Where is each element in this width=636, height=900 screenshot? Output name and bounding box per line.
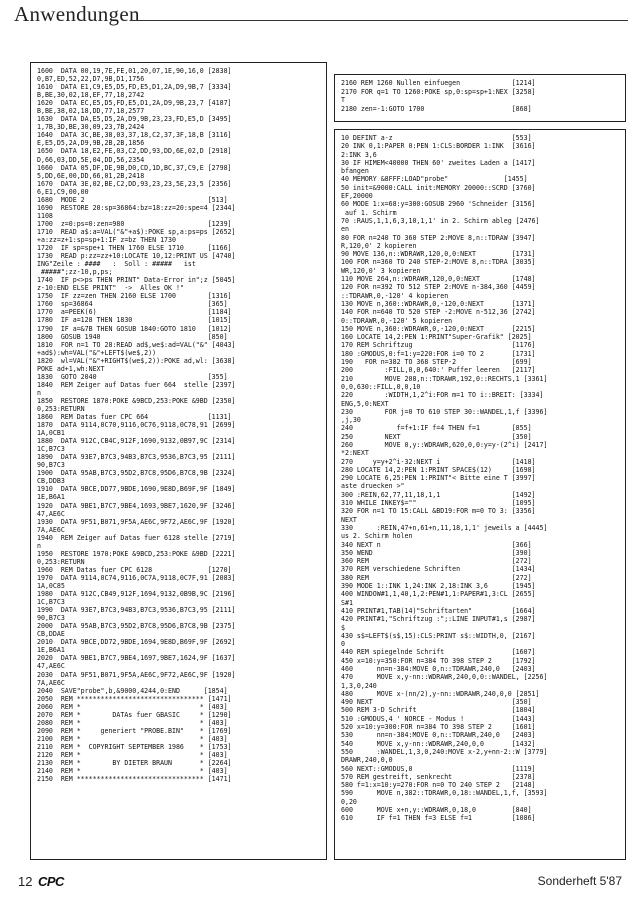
code-line: 530 nn=n-384:MOVE 0,n::TDRAWR,240,0 [2403]	[341, 731, 536, 740]
code-line: 570 REM gestreift, senkrecht [2378]	[341, 772, 536, 781]
code-line: 1630 DATA DA,E5,D5,2A,D9,9B,23,23,FD,E5,D [3495]	[37, 115, 232, 124]
code-line: 1680 MODE 2 [513]	[37, 195, 228, 204]
code-line: 2170 FOR q=1 TO 1260:POKE sp,0:sp=sp+1:NEX [3258]	[341, 87, 536, 96]
code-line: 1920 DATA 9BE1,B7C7,9BE4,1693,9BE7,1620,9F [3246]	[37, 501, 236, 510]
code-line: 1840 REM Zeiger auf Datas fuer 664 stelle [2397]	[37, 380, 236, 389]
code-line: 6,E1,C9,00,00	[37, 187, 89, 196]
code-line: 1970 DATA 9114,0C74,9116,0C7A,9118,0C7F,91 [2083]	[37, 573, 236, 582]
code-line: 1670 DATA 3E,02,BE,C2,DD,93,23,23,5E,23,5 [2356]	[37, 179, 232, 188]
code-line: 2050 REM ******************************** [1471]	[37, 694, 232, 703]
code-line: 1720 IF sp=spe+1 THEN 1760 ELSE 1710 [1166]	[37, 244, 232, 253]
code-line: E,E5,D5,2A,D9,9B,2B,2B,1856	[37, 139, 145, 148]
code-line: 2090 REM * generiert "PROBE.BIN" * [1769]	[37, 726, 232, 735]
code-line: 1A,0CB1	[37, 429, 65, 438]
code-line: B,BE,30,02,18,EF,77,18,2742	[37, 91, 145, 100]
code-line: 280 LOCATE 14,2:PEN 1:PRINT SPACE$(12) [1698]	[341, 465, 536, 474]
code-line: WR,120,0' 3 kopieren	[341, 266, 421, 275]
code-line: 30 IF HIMEM<40000 THEN 60' zweites Laden a [1417]	[341, 158, 536, 167]
code-line: 90,B7C3	[37, 461, 65, 470]
code-line: 1650 DATA 18,E2,FE,03,C2,DD,93,DD,6E,02,D [2918]	[37, 147, 232, 156]
code-line: 440 REM spiegelnde Schrift [1607]	[341, 648, 536, 657]
code-line: 470 MOVE x,y-nn::WDRAWR,240,0,0::WANDEL, [2256]	[341, 673, 548, 682]
code-line: +ad$):wh=VAL("&"+LEFT$(we$,2))	[37, 348, 157, 357]
code-line: 360 REM [272]	[341, 557, 532, 566]
code-line: 430 s$=LEFT$(s$,15):CLS:PRINT s$::WIDTH,0, [2167]	[341, 631, 536, 640]
code-line: 47,AE6C	[37, 662, 65, 671]
code-line: 1870 DATA 9114,0C70,9116,0C76,9118,0C78,91 [2699]	[37, 421, 236, 430]
code-line: us 2. Schirm holen	[341, 532, 413, 541]
code-line: S#1	[341, 598, 353, 607]
code-line: 1900 DATA 95AB,B7C3,95D2,B7C8,95D6,B7C8,9B [2324]	[37, 469, 236, 478]
code-line: +a:zz=z+1:sp=sp+1:IF z=bz THEN 1730	[37, 235, 176, 244]
code-line: auf 1. Schirm	[341, 208, 397, 217]
listing-box-right-main	[334, 129, 626, 860]
code-line: 1950 RESTORE 1970:POKE &9BCD,253:POKE &9BD [2221]	[37, 549, 236, 558]
code-line: 340 NEXT n [366]	[341, 540, 532, 549]
code-line: 5,DD,6E,00,DD,66,01,2B,2418	[37, 171, 145, 180]
code-line: 0,B7,ED,52,22,D7,9B,D1,1756	[37, 75, 145, 84]
code-line: 80 FOR n=240 TO 360 STEP 2:MOVE 8,n::TDRAW [3947]	[341, 233, 536, 242]
code-line: 1980 DATA 912C,CB49,912F,1694,9132,0B9B,9C [2196]	[37, 590, 236, 599]
code-line: 230 FOR j=0 TO 610 STEP 30::WANDEL,1,f [3396]	[341, 407, 548, 416]
code-line: 500 REM 3-D Schrift [1804]	[341, 706, 536, 715]
code-line: 1990 DATA 93E7,B7C3,94B3,B7C3,9536,B7C3,95 [2111]	[37, 606, 236, 615]
code-line: 40 MEMORY &8FFF:LOAD"probe" [1455]	[341, 175, 528, 184]
code-line: 600 MOVE x+n,y::WDRAWR,0,18,0 [840]	[341, 806, 532, 815]
code-line: 250 NEXT [350]	[341, 432, 532, 441]
code-line: 120 FOR n=392 TO 512 STEP 2:MOVE n-384,360 [4459]	[341, 283, 536, 292]
code-line: 460 nn=n-384:MOVE 0,n::TDRAWR,240,0 [2403]	[341, 665, 536, 673]
code-line: 520 x=10:y=300:FOR n=384 TO 398 STEP 2 [1601]	[341, 723, 536, 732]
code-line: 320 FOR n=1 TO 15:CALL &BD19:FOR m=0 TO 3: [3356]	[341, 507, 536, 516]
code-line: ,j,30	[341, 416, 361, 425]
code-line: 400 WINDOW#1,1,40,1,2:PEN#1,1:PAPER#1,3:CL [2655]	[341, 590, 536, 599]
code-line: 1860 REM Datas fuer CPC 664 [1131]	[37, 413, 232, 422]
code-line: *2:NEXT	[341, 449, 369, 458]
code-line: T	[341, 96, 345, 105]
code-line: 610 IF f=1 THEN f=3 ELSE f=1 [1086]	[341, 814, 536, 823]
code-line: 190 FOR n=382 TO 368 STEP-2 [699]	[341, 358, 532, 367]
code-line: ING"Zeile : #### : Soll : ##### ist	[37, 260, 196, 269]
code-line: 2140 REM * * [403]	[37, 767, 228, 776]
code-line: n	[37, 388, 41, 397]
code-line: 140 FOR n=640 TO 520 STEP -2:MOVE n-512,36 [2742]	[341, 308, 536, 317]
magazine-logo: CPC	[38, 874, 64, 889]
section-title: Anwendungen	[14, 2, 140, 26]
code-line: 1830 GOTO 2040 [355]	[37, 372, 228, 381]
code-line: aste druecken >"	[341, 482, 405, 491]
code-line: 1600 DATA 00,19,7E,FE,01,20,07,1E,90,16,0 [2838]	[37, 67, 232, 75]
code-line: 0	[341, 640, 345, 649]
code-line: 10 DEFINT a-z [553]	[341, 134, 532, 142]
code-line: EF,20000	[341, 192, 373, 201]
code-line: 70 :RAUS,1,1,6,3,10,1,1' in 2. Schirm ableg [2476]	[341, 216, 540, 225]
code-line: 1A,0C85	[37, 582, 65, 590]
code-line: 550 :WANDEL,1,3,0,240:MOVE x-2,y+nn-2::W [3779]	[341, 747, 548, 756]
code-line: 240 f=f+1:IF f=4 THEN f=1 [855]	[341, 424, 532, 433]
code-line: NEXT	[341, 515, 357, 524]
code-line: 90,B7C3	[37, 614, 65, 623]
code-line: en	[341, 225, 349, 234]
code-line: 2040 SAVE"probe",b,&9000,4244,0:END [1854]	[37, 686, 228, 695]
code-line: 1790 IF a=&7B THEN GOSUB 1840:GOTO 1810 [1012]	[37, 324, 232, 333]
code-line: 1930 DATA 9F51,B071,9F5A,AE6C,9F72,AE6C,9F [1920]	[37, 517, 236, 526]
code-line: 390 MODE 1::INK 1,24:INK 2,18:INK 3,6 [1945]	[341, 582, 536, 591]
code-line: 1660 DATA 05,DF,DE,9B,D0,CD,1D,BC,37,C9,E [2798]	[37, 163, 232, 172]
code-line: 2120 REM * * [403]	[37, 750, 228, 759]
code-line: 50 init=&9000:CALL init:MEMORY 20000::SCRD [3760]	[341, 183, 536, 192]
code-line: 1960 REM Datas fuer CPC 6128 [1270]	[37, 565, 232, 574]
code-line: 1810 FOR n=1 TO 28:READ ad$,we$:ad=VAL("&" [4043]	[37, 340, 236, 349]
code-line: 1E,B6A1	[37, 646, 65, 655]
code-line: 1C,B7C3	[37, 598, 65, 607]
issue-label: Sonderheft 5'87	[537, 874, 622, 888]
code-line: 420 PRINT#1,"Schriftzug :";:LINE INPUT#1,s [2987]	[341, 615, 536, 624]
code-line: z-10:END ELSE PRINT" -> Alles OK !"	[37, 284, 184, 293]
code-line: 1800 GOSUB 1940 [850]	[37, 332, 228, 341]
code-line: CB,DDAE	[37, 630, 65, 639]
code-line: 1850 RESTORE 1870:POKE &9BCD,253:POKE &9BD [2350]	[37, 396, 236, 405]
code-line: 0,0,630::FILL,0,0,10	[341, 382, 421, 391]
code-line: 20 INK 0,1:PAPER 0:PEN 1:CLS:BORDER 1:INK [3616]	[341, 142, 536, 151]
code-line: 2010 DATA 9BCE,DD72,9BDE,1694,9E8D,B69F,9F [2692]	[37, 638, 236, 647]
code-line: 380 REM [272]	[341, 573, 532, 582]
code-line: 7A,AE6C	[37, 525, 65, 534]
code-line: 2020 DATA 9BE1,B7C7,9BE4,1697,9BE7,1624,9F [1637]	[37, 654, 236, 663]
code-line: 0,253:RETURN	[37, 404, 85, 413]
code-line: 410 PRINT#1,TAB(14)"Schriftarten" [1664]	[341, 606, 536, 615]
code-line: 310 WHILE INKEY$="" [1095]	[341, 499, 536, 508]
code-line: 1E,B6A1	[37, 493, 65, 502]
code-line: R,120,0' 2 kopieren	[341, 241, 417, 250]
code-line: 2130 REM * BY DIETER BRAUN * [2264]	[37, 759, 232, 768]
code-line: 490 NEXT [350]	[341, 698, 532, 707]
code-line: 330 :REIN,47+n,61+n,11,18,1,1' jeweils a [4445]	[341, 523, 548, 532]
code-line: 180 :GMODUS,0:f=1:y=220:FOR i=0 TO 2 [1731]	[341, 349, 536, 358]
code-line: 0,253:RETURN	[37, 557, 85, 566]
code-line: 370 REM verschiedene Schriften [1434]	[341, 565, 536, 574]
code-line: 1760 sp=36864 [365]	[37, 300, 228, 309]
code-line: 7A,AE6C	[37, 678, 65, 687]
code-line: 1690 RESTORE 20:sp=36864:bz=18:zz=20:spe=4 [2344]	[37, 203, 236, 212]
code-line: #####";zz-10,p,ps;	[37, 268, 113, 277]
code-line: 1750 IF zz=zen THEN 2160 ELSE 1700 [1316]	[37, 292, 232, 301]
code-line: 170 REM Schriftzug [1176]	[341, 341, 536, 350]
code-line: 0::TDRAWR,0,-120' 5 kopieren	[341, 316, 453, 325]
code-line: 150 MOVE n,360::WDRAWR,0,-120,0:NEXT [2215]	[341, 324, 536, 333]
code-line: 1910 DATA 9BCE,DD77,9BDE,1690,9E8D,B69F,9F [1849]	[37, 485, 236, 494]
code-line: 0,20	[341, 797, 357, 806]
listing-box-right-top	[334, 74, 626, 122]
code-line: 2:INK 3,6	[341, 150, 377, 159]
code-line: 100 FOR n=360 TO 240 STEP-2:MOVE 8,n::TDRA [3035]	[341, 258, 536, 267]
code-line: 350 WEND [390]	[341, 548, 532, 557]
code-line: 220 :WIDTH,1,2^i:FOR m=1 TO i::BREIT: [3334]	[341, 391, 544, 400]
code-line: 560 NEXT::GMODUS,0 [1119]	[341, 764, 536, 773]
code-line: CB,DDB3	[37, 477, 65, 486]
code-line: 1620 DATA EC,E5,D5,FD,E5,D1,2A,D9,9B,23,7 [4187]	[37, 99, 232, 108]
code-line: 2160 REM 1260 Nullen einfuegen [1214]	[341, 79, 536, 87]
code-line: 1880 DATA 912C,CB4C,912F,1690,9132,0B97,9C [2314]	[37, 437, 236, 446]
code-line: 1770 a=PEEK(6) [1184]	[37, 308, 232, 317]
code-line: 540 MOVE x,y-nn::WDRAWR,240,0,0 [1432]	[341, 739, 536, 748]
code-line: 2060 REM * * [403]	[37, 702, 228, 711]
code-line: D,66,03,DD,5E,04,DD,56,2354	[37, 155, 145, 164]
code-line: ::TDRAWR,0,-120' 4 kopieren	[341, 291, 449, 300]
code-line: 200 :FILL,0,0,640:' Puffer leeren [2117]	[341, 366, 536, 375]
code-line: 1,7B,3D,BE,30,09,23,7B,2424	[37, 123, 145, 132]
code-line: 60 MODE 1:x=68:y=300:GOSUB 2960 'Schneider [3156]	[341, 200, 536, 209]
code-line: DRAWR,240,0,0	[341, 756, 393, 765]
code-line: 210 MOVE 208,n::TDRAWR,192,0::RECHTS,1 [3361]	[341, 374, 548, 383]
code-line: 300 :REIN,62,77,11,18,1,1 [1492]	[341, 490, 536, 499]
code-line: 290 LOCATE 6,25:PEN 1:PRINT"< Bitte eine T [3997]	[341, 474, 536, 483]
code-line: 510 :GMODUS,4 ' NORCE - Modus ! [1443]	[341, 714, 536, 723]
code-line: 1C,B7C3	[37, 445, 65, 454]
code-line: 2030 DATA 9F51,B071,9F5A,AE6C,9F72,AE6C,9F [1920]	[37, 670, 236, 679]
code-line: 580 f=1:x=10:y=270:FOR n=0 TO 240 STEP 2 [2148]	[341, 781, 536, 790]
code-line: 1780 IF a=128 THEN 1830 [1015]	[37, 316, 232, 325]
code-line: 1890 DATA 93E7,B7C3,94B3,B7C3,9536,B7C3,95 [2111]	[37, 453, 236, 462]
code-line: POKE ad+1,wh:NEXT	[37, 364, 105, 373]
code-line: 2070 REM * DATAs fuer GBASIC * [1290]	[37, 710, 232, 719]
code-line: $	[341, 623, 345, 632]
code-line: 1610 DATA E1,C9,E5,D5,FD,E5,D1,2A,D9,9B,7 [3334]	[37, 83, 232, 92]
code-line: 47,AE6C	[37, 509, 65, 518]
code-line: bfangen	[341, 167, 369, 176]
code-line: 2080 REM * * [403]	[37, 718, 228, 727]
code-listing-right-top	[335, 75, 625, 113]
code-line: 1640 DATA 3C,BE,38,03,37,18,C2,37,3F,18,B [3116]	[37, 131, 232, 140]
code-line: 130 MOVE n,360::WDRAWR,0,-120,0:NEXT [1371]	[341, 299, 536, 308]
code-line: 90 MOVE 136,n::WDRAWR,120,0,0:NEXT [1731]	[341, 250, 536, 259]
page-number: 12	[18, 874, 33, 889]
code-line: 1730 READ p:zz=zz+10:LOCATE 10,12:PRINT US [4740]	[37, 252, 236, 261]
code-line: 2110 REM * COPYRIGHT SEPTEMBER 1986 * [1753]	[37, 742, 232, 751]
code-line: 1820 wl=VAL("&"+RIGHT$(we$,2)):POKE ad,wl: [3638]	[37, 356, 236, 365]
code-line: 270 y=y+2^i-32:NEXT i [1418]	[341, 457, 536, 466]
code-line: 1710 READ a$:a=VAL("&"+a$):POKE sp,a:ps=ps [2652]	[37, 227, 236, 236]
code-line: 1700 z=0:ps=0:zen=980 [1239]	[37, 219, 232, 228]
code-line: 2150 REM ******************************** [1471]	[37, 775, 232, 784]
code-listing-left	[31, 63, 326, 783]
code-line: 260 MOVE 0,y::WDRAWR,620,0,0:y=y-(2^i) [2417]	[341, 440, 548, 449]
code-line: n	[37, 541, 41, 550]
code-line: 110 MOVE 264,n::WDRAWR,120,0,0:NEXT [1748]	[341, 275, 536, 284]
code-listing-right-main	[335, 130, 625, 823]
code-line: ENG,5,0:NEXT	[341, 399, 389, 408]
code-line: B,BE,38,02,18,DD,77,18,2577	[37, 107, 145, 116]
code-line: 160 LOCATE 14,2:PEN 1:PRINT"Super-Grafik" [2025]	[341, 333, 532, 342]
code-line: 1108	[37, 211, 53, 220]
code-line: 480 MOVE x-(nn/2),y-nn::WDRAWR,240,0,0 [2851]	[341, 689, 540, 698]
code-line: 2100 REM * * [403]	[37, 734, 228, 743]
code-line: 1,3,0,240	[341, 681, 377, 690]
header-rule	[130, 20, 628, 21]
code-line: 590 MOVE n,382::TDRAWR,0,18::WANDEL,1,f, [3593]	[341, 789, 548, 798]
listing-box-left	[30, 62, 327, 860]
code-line: 1940 REM Zeiger auf Datas fuer 6128 stelle [2719]	[37, 533, 236, 542]
code-line: 450 x=10:y=350:FOR n=384 TO 398 STEP 2 [1792]	[341, 656, 536, 665]
code-line: 1740 IF p<>ps THEN PRINT" Data-Error in";z [5045]	[37, 276, 236, 285]
code-line: 2000 DATA 95AB,B7C3,95D2,B7C8,95D6,B7C8,9B [2375]	[37, 622, 236, 631]
code-line: 2180 zen=-1:GOTO 1700 [868]	[341, 104, 532, 113]
